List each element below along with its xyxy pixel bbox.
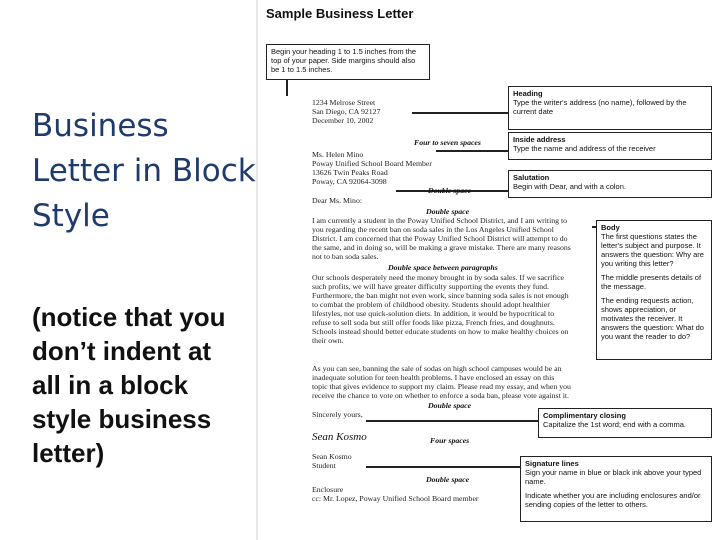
closing-callout	[538, 408, 712, 438]
paragraph-line: you regarding the recent ban on soda sales in the Los Angeles Unified School	[312, 225, 554, 234]
writer-title: Student	[312, 461, 336, 470]
letter-paragraph-2	[312, 273, 569, 345]
inside-address-callout-text: Type the name and address of the receiver	[513, 144, 656, 153]
figure-edge	[256, 0, 258, 540]
body-connector	[592, 226, 596, 228]
paragraph-line: Our schools desperately need the money brought in by soda sales. If we sacrifice	[312, 273, 565, 282]
paragraph-line: Schools instead should better educate students on how to make healthy choices on	[312, 327, 569, 336]
slide-note-line: letter)	[32, 438, 105, 468]
letter-signature-block	[312, 452, 352, 470]
slide-note-line: all in a block	[32, 370, 189, 400]
salutation-callout-title: Salutation	[513, 173, 550, 182]
slide-title-line: Business	[32, 108, 169, 144]
inside-address-callout	[508, 132, 712, 160]
paragraph-line: refuse to sell soda but still offer foods like pizza, French fries, and doughnuts.	[312, 318, 555, 327]
signature-callout-text-2: Indicate whether you are including enclosures and/or sending copies of the letter to others.	[525, 491, 701, 509]
salutation-text: Dear Ms. Mino:	[312, 196, 363, 205]
paragraph-line: the same, and in doing so, will be making a grave mistake. There are many reasons	[312, 243, 571, 252]
inside-address-line: Ms. Helen Mino	[312, 150, 364, 159]
salutation-callout-text: Begin with Dear, and with a colon.	[513, 182, 626, 191]
margin-note-connector	[286, 80, 288, 96]
letter-heading	[312, 98, 380, 125]
paragraph-line: As you can see, banning the sale of sodas on high school campuses would be an	[312, 364, 562, 373]
closing-text: Sincerely yours,	[312, 410, 363, 419]
body-callout-text-3: The ending requests action, shows appreciation, or motivates the receiver. It answers the question: What do you want the reader to do?	[601, 296, 704, 341]
slide-note-line: (notice that you	[32, 302, 226, 332]
signature-callout-text-1: Sign your name in blue or black ink above your typed name.	[525, 468, 702, 486]
marker-double-space-3: Double space	[428, 401, 472, 410]
closing-callout-title: Complimentary closing	[543, 411, 626, 420]
letter-heading-line: San Diego, CA 92127	[312, 107, 381, 116]
cc-text: cc: Mr. Lopez, Poway Unified School Board member	[312, 494, 479, 503]
sample-letter-figure	[256, 0, 720, 540]
body-callout-title: Body	[601, 223, 620, 232]
letter-paragraph-1	[312, 216, 571, 261]
paragraph-line: I am currently a student in the Poway Unified School District, and I am writing to	[312, 216, 568, 225]
signature-callout	[520, 456, 712, 522]
letter-paragraph-3	[312, 364, 571, 400]
margin-note-callout	[266, 44, 430, 80]
signature-callout-title: Signature lines	[525, 459, 579, 468]
letter-salutation	[312, 196, 362, 205]
heading-callout-text: Type the writer's address (no name), followed by the current date	[513, 98, 687, 116]
heading-connector	[412, 112, 508, 114]
enclosure-text: Enclosure	[312, 485, 344, 494]
marker-double-space-4: Double space	[426, 475, 470, 484]
inside-address-line: 13626 Twin Peaks Road	[312, 168, 388, 177]
slide-note	[32, 300, 262, 470]
marker-double-space-2: Double space	[426, 207, 470, 216]
paragraph-line: their own.	[312, 336, 344, 345]
paragraph-line: topic that gives evidence to support my claim. Please read my essay, and when you	[312, 382, 571, 391]
paragraph-line: to combat the problem of childhood obesity. Students should adopt healthier	[312, 300, 550, 309]
letter-heading-line: December 10, 2002	[312, 116, 374, 125]
marker-four-to-seven: Four to seven spaces	[414, 138, 481, 147]
heading-callout-title: Heading	[513, 89, 543, 98]
slide-title	[32, 104, 262, 239]
inside-address-callout-title: Inside address	[513, 135, 566, 144]
inside-address-connector	[436, 150, 508, 152]
inside-address-line: Poway Unified School Board Member	[312, 159, 432, 168]
inside-address-line: Poway, CA 92064-3098	[312, 177, 387, 186]
body-callout	[596, 220, 712, 360]
slide-note-line: don’t indent at	[32, 336, 212, 366]
marker-double-between-paragraphs: Double space between paragraphs	[388, 263, 498, 272]
margin-note-text: Begin your heading 1 to 1.5 inches from the top of your paper. Side margins should also be 1 to 1.5 inches.	[271, 47, 417, 74]
closing-callout-text: Capitalize the 1st word; end with a comma.	[543, 420, 686, 429]
marker-four-spaces: Four spaces	[430, 436, 470, 445]
heading-callout	[508, 86, 712, 130]
letter-heading-line: 1234 Melrose Street	[312, 98, 376, 107]
handwritten-signature: Sean Kosmo	[312, 431, 367, 443]
body-callout-text-1: The first questions states the letter's subject and purpose. It answers the question: Why are you writing this letter?	[601, 232, 704, 268]
paragraph-line: District. I am concerned that the Poway Unified School District will attempt to do	[312, 234, 568, 243]
letter-inside-address	[312, 150, 432, 186]
salutation-callout	[508, 170, 712, 198]
closing-connector	[366, 420, 538, 422]
paragraph-line: inadequate solution for teen health problems. I have enclosed an essay on this	[312, 373, 555, 382]
signature-connector	[366, 466, 520, 468]
paragraph-line: receive the chance to vote on whether to enforce a soda ban, please vote against it.	[312, 391, 569, 400]
paragraph-line: such profits, we will have greater difficulty supporting the events they fund.	[312, 282, 549, 291]
paragraph-line: lifestyles, not use quick-solution diets. In addition, it would be hypocritical to	[312, 309, 555, 318]
marker-double-space-1: Double space	[428, 186, 472, 195]
slide-title-line: Style	[32, 198, 110, 234]
letter-closing	[312, 410, 363, 419]
slide-note-line: style business	[32, 404, 212, 434]
paragraph-line: not to ban soda sales.	[312, 252, 379, 261]
slide-title-line: Letter in Block	[32, 153, 256, 189]
body-callout-text-2: The middle presents details of the message.	[601, 273, 702, 291]
letter-enclosure-block	[312, 485, 479, 503]
typed-name: Sean Kosmo	[312, 452, 352, 461]
paragraph-line: Furthermore, the ban might not even work, since banning soda sales is not enough	[312, 291, 569, 300]
figure-title: Sample Business Letter	[266, 6, 414, 21]
